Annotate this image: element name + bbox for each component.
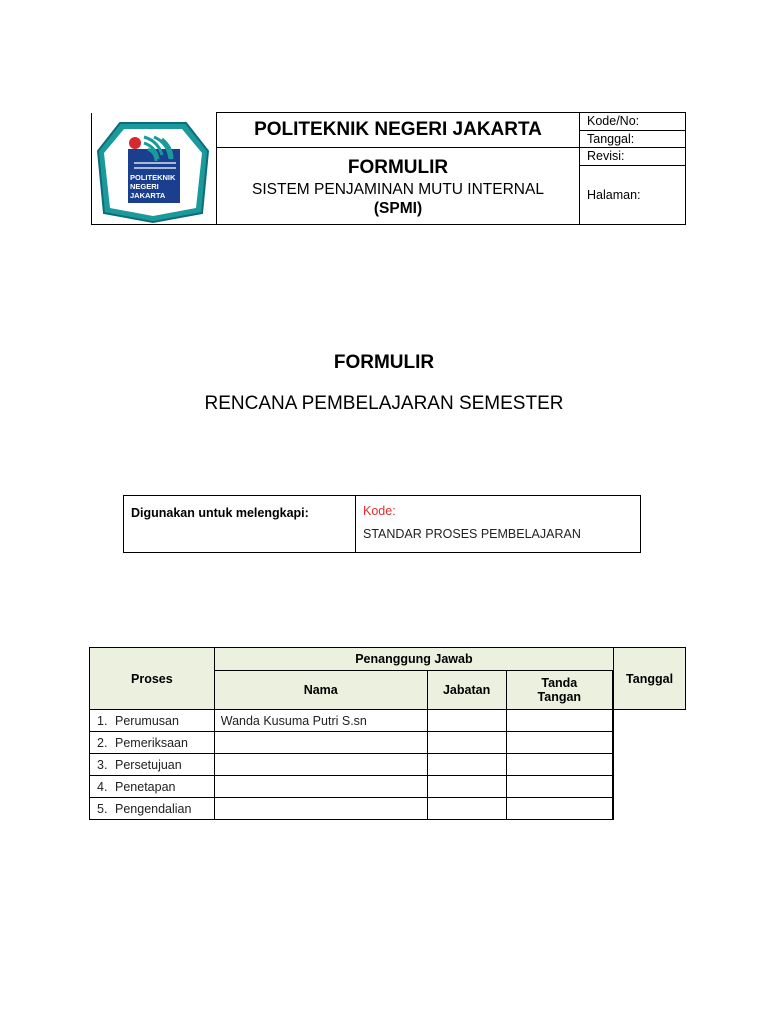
standard-name: STANDAR PROSES PEMBELAJARAN (363, 527, 581, 541)
header-jabatan: Jabatan (427, 671, 506, 710)
process-name: Pengendalian (115, 801, 192, 816)
name-cell[interactable]: Wanda Kusuma Putri S.sn (214, 710, 427, 732)
name-cell[interactable] (214, 798, 427, 820)
usage-value (356, 496, 641, 553)
date-cell[interactable] (613, 754, 614, 776)
table-row (90, 732, 686, 754)
header-nama: Nama (214, 671, 427, 710)
logo-cell (92, 113, 217, 225)
meta-revisi: Revisi: (580, 148, 686, 166)
responsibility-table (89, 647, 686, 820)
logo-line-1: POLITEKNIK (130, 172, 176, 182)
table-row (90, 776, 686, 798)
process-name: Penetapan (115, 779, 176, 794)
usage-label: Digunakan untuk melengkapi: (124, 496, 356, 553)
document-header (91, 112, 686, 225)
jabatan-cell[interactable] (427, 776, 506, 798)
header-tangan: Tangan (537, 690, 582, 704)
logo-line-3: JAKARTA (130, 190, 166, 200)
meta-tanggal: Tanggal: (580, 130, 686, 148)
kode-label: Kode: (363, 504, 396, 518)
table-row (90, 798, 686, 820)
name-cell[interactable] (214, 732, 427, 754)
process-cell (90, 776, 215, 798)
header-proses: Proses (90, 648, 215, 710)
name-cell[interactable] (214, 754, 427, 776)
document-subtitle: RENCANA PEMBELAJARAN SEMESTER (204, 393, 564, 414)
process-cell (90, 798, 215, 820)
jabatan-cell[interactable] (427, 798, 506, 820)
date-cell[interactable] (613, 798, 614, 820)
header-penanggung-jawab: Penanggung Jawab (214, 648, 613, 671)
row-number: 2. (97, 735, 108, 750)
header-tanggal: Tanggal (614, 648, 686, 710)
jabatan-cell[interactable] (427, 732, 506, 754)
date-cell[interactable] (613, 776, 614, 798)
signature-cell[interactable] (506, 710, 613, 732)
signature-cell[interactable] (506, 754, 613, 776)
form-label: FORMULIR (347, 157, 449, 179)
process-cell (90, 732, 215, 754)
meta-kode: Kode/No: (580, 113, 686, 131)
name-cell[interactable] (214, 776, 427, 798)
signature-cell[interactable] (506, 798, 613, 820)
process-name: Pemeriksaan (115, 735, 188, 750)
meta-halaman: Halaman: (580, 165, 686, 224)
process-cell (90, 754, 215, 776)
system-line-2: (SPMI) (373, 200, 423, 218)
usage-box (123, 495, 641, 553)
logo-line-2: NEGERI (130, 181, 159, 191)
institution-name: POLITEKNIK NEGERI JAKARTA (217, 113, 580, 148)
form-system-cell (217, 148, 580, 225)
row-number: 4. (97, 779, 108, 794)
row-number: 1. (97, 713, 108, 728)
header-tanda: Tanda (541, 676, 578, 690)
pnj-logo-icon (92, 113, 214, 224)
process-cell (90, 710, 215, 732)
date-cell[interactable] (613, 732, 614, 754)
process-name: Persetujuan (115, 757, 182, 772)
jabatan-cell[interactable] (427, 754, 506, 776)
signature-cell[interactable] (506, 732, 613, 754)
system-line-1: SISTEM PENJAMINAN MUTU INTERNAL (252, 181, 544, 199)
document-title: FORMULIR (333, 352, 435, 373)
row-number: 3. (97, 757, 108, 772)
jabatan-cell[interactable] (427, 710, 506, 732)
table-row (90, 710, 686, 732)
header-tanda-tangan (506, 671, 613, 710)
table-row (90, 754, 686, 776)
row-number: 5. (97, 801, 108, 816)
signature-cell[interactable] (506, 776, 613, 798)
date-cell[interactable] (613, 710, 614, 732)
process-name: Perumusan (115, 713, 179, 728)
